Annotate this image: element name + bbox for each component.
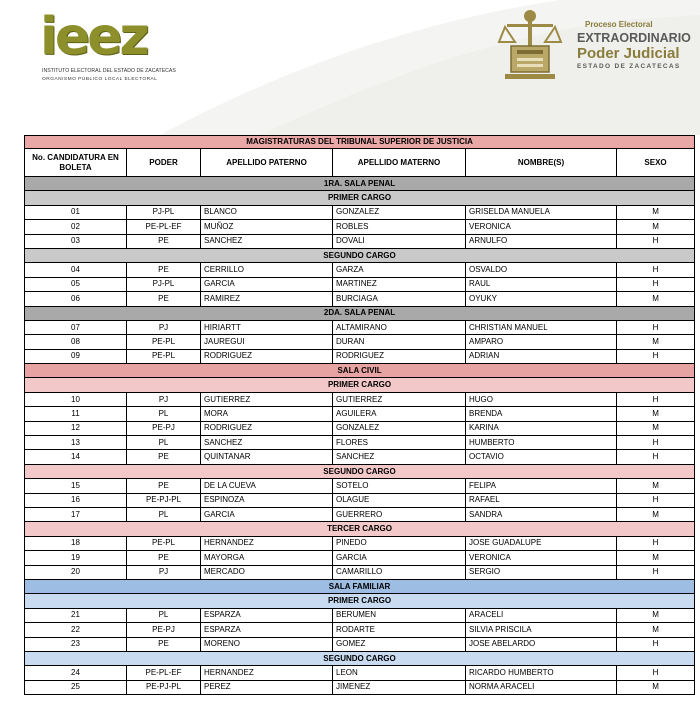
- cell-apellido-paterno: MAYORGA: [201, 551, 333, 565]
- cell-number: 24: [25, 666, 127, 680]
- table-row: [25, 450, 695, 464]
- cell-apellido-materno: GOMEZ: [333, 637, 466, 651]
- cell-nombres: JOSE GUADALUPE: [466, 536, 617, 550]
- ieez-logo: [36, 6, 176, 88]
- cell-apellido-paterno: SANCHEZ: [201, 436, 333, 450]
- cell-poder: PJ-PL: [127, 205, 201, 219]
- cell-apellido-paterno: RODRIGUEZ: [201, 349, 333, 363]
- cell-sexo: M: [617, 507, 695, 521]
- cell-number: 15: [25, 479, 127, 493]
- cell-poder: PE-PJ: [127, 623, 201, 637]
- cell-apellido-materno: RODARTE: [333, 623, 466, 637]
- cell-number: 10: [25, 392, 127, 406]
- cell-apellido-paterno: HERNANDEZ: [201, 666, 333, 680]
- cell-number: 25: [25, 680, 127, 694]
- subsection-title: SEGUNDO CARGO: [25, 464, 695, 478]
- cell-nombres: RAUL: [466, 277, 617, 291]
- cell-apellido-paterno: GARCIA: [201, 507, 333, 521]
- cell-poder: PE: [127, 479, 201, 493]
- cell-apellido-materno: DURAN: [333, 335, 466, 349]
- cell-number: 12: [25, 421, 127, 435]
- cell-number: 03: [25, 234, 127, 248]
- section-header-row: [25, 177, 695, 191]
- table-row: [25, 666, 695, 680]
- cell-nombres: BRENDA: [466, 407, 617, 421]
- cell-apellido-materno: GARZA: [333, 263, 466, 277]
- table-row: [25, 479, 695, 493]
- cell-apellido-materno: LEON: [333, 666, 466, 680]
- cell-poder: PE: [127, 292, 201, 306]
- subsection-title: TERCER CARGO: [25, 522, 695, 536]
- cell-nombres: HUMBERTO: [466, 436, 617, 450]
- cell-nombres: ADRIAN: [466, 349, 617, 363]
- cell-poder: PL: [127, 436, 201, 450]
- table-row: [25, 407, 695, 421]
- cell-apellido-materno: JIMENEZ: [333, 680, 466, 694]
- section-header-row: [25, 579, 695, 593]
- cell-sexo: M: [617, 680, 695, 694]
- cell-number: 18: [25, 536, 127, 550]
- cell-apellido-materno: GUERRERO: [333, 507, 466, 521]
- cell-nombres: RAFAEL: [466, 493, 617, 507]
- cell-nombres: OYUKY: [466, 292, 617, 306]
- subsection-header-row: [25, 651, 695, 665]
- section-header-row: [25, 306, 695, 320]
- table-row: [25, 493, 695, 507]
- cell-apellido-materno: GUTIERREZ: [333, 392, 466, 406]
- subsection-header-row: [25, 522, 695, 536]
- cell-apellido-materno: AGUILERA: [333, 407, 466, 421]
- cell-poder: PL: [127, 507, 201, 521]
- cell-poder: PL: [127, 608, 201, 622]
- cell-number: 16: [25, 493, 127, 507]
- cell-nombres: ARNULFO: [466, 234, 617, 248]
- cell-apellido-materno: MARTINEZ: [333, 277, 466, 291]
- cell-number: 22: [25, 623, 127, 637]
- cell-nombres: GRISELDA MANUELA: [466, 205, 617, 219]
- table-row: [25, 234, 695, 248]
- cell-apellido-materno: FLORES: [333, 436, 466, 450]
- cell-nombres: NORMA ARACELI: [466, 680, 617, 694]
- cell-nombres: CHRISTIAN MANUEL: [466, 320, 617, 334]
- cell-apellido-paterno: SANCHEZ: [201, 234, 333, 248]
- cell-apellido-paterno: ESPARZA: [201, 623, 333, 637]
- right-logo-line1: Proceso Electoral: [585, 20, 653, 29]
- subsection-header-row: [25, 464, 695, 478]
- cell-poder: PE-PL: [127, 536, 201, 550]
- cell-sexo: M: [617, 479, 695, 493]
- ieez-logo-line2: ORGANISMO PÚBLICO LOCAL ELECTORAL: [42, 77, 158, 82]
- cell-apellido-paterno: MORENO: [201, 637, 333, 651]
- cell-apellido-materno: ROBLES: [333, 220, 466, 234]
- cell-poder: PE-PJ-PL: [127, 493, 201, 507]
- table-row: [25, 608, 695, 622]
- cell-apellido-materno: RODRIGUEZ: [333, 349, 466, 363]
- cell-apellido-paterno: ESPINOZA: [201, 493, 333, 507]
- cell-poder: PE: [127, 551, 201, 565]
- cell-poder: PE-PJ: [127, 421, 201, 435]
- candidates-table: [24, 135, 695, 695]
- cell-sexo: M: [617, 205, 695, 219]
- cell-number: 13: [25, 436, 127, 450]
- right-logo-line3: Poder Judicial: [577, 45, 680, 62]
- subsection-header-row: [25, 594, 695, 608]
- cell-nombres: FELIPA: [466, 479, 617, 493]
- cell-number: 01: [25, 205, 127, 219]
- column-header-number: No. CANDIDATURA EN BOLETA: [25, 149, 127, 177]
- cell-nombres: SILVIA PRISCILA: [466, 623, 617, 637]
- cell-nombres: OCTAVIO: [466, 450, 617, 464]
- table-row: [25, 637, 695, 651]
- cell-apellido-paterno: CERRILLO: [201, 263, 333, 277]
- table-row: [25, 277, 695, 291]
- table-row: [25, 220, 695, 234]
- cell-nombres: VERONICA: [466, 551, 617, 565]
- justice-ballot-seal-icon: [497, 6, 563, 82]
- cell-apellido-paterno: RAMIREZ: [201, 292, 333, 306]
- cell-apellido-paterno: DE LA CUEVA: [201, 479, 333, 493]
- cell-number: 09: [25, 349, 127, 363]
- table-row: [25, 551, 695, 565]
- proceso-electoral-logo: [497, 6, 691, 84]
- cell-apellido-paterno: GARCIA: [201, 277, 333, 291]
- cell-sexo: H: [617, 450, 695, 464]
- table-row: [25, 436, 695, 450]
- cell-sexo: H: [617, 493, 695, 507]
- cell-poder: PE: [127, 637, 201, 651]
- table-row: [25, 349, 695, 363]
- cell-sexo: M: [617, 292, 695, 306]
- cell-sexo: H: [617, 536, 695, 550]
- cell-sexo: H: [617, 666, 695, 680]
- cell-sexo: M: [617, 421, 695, 435]
- ieez-logo-letters: ieez: [40, 7, 147, 67]
- section-header-row: [25, 364, 695, 378]
- subsection-title: SEGUNDO CARGO: [25, 651, 695, 665]
- cell-sexo: H: [617, 637, 695, 651]
- column-header-poder: PODER: [127, 149, 201, 177]
- cell-sexo: M: [617, 407, 695, 421]
- cell-sexo: H: [617, 263, 695, 277]
- subsection-title: PRIMER CARGO: [25, 594, 695, 608]
- subsection-title: PRIMER CARGO: [25, 191, 695, 205]
- cell-nombres: HUGO: [466, 392, 617, 406]
- section-title: SALA CIVIL: [25, 364, 695, 378]
- cell-apellido-materno: GONZALEZ: [333, 205, 466, 219]
- column-header-apellido-paterno: APELLIDO PATERNO: [201, 149, 333, 177]
- cell-nombres: VERONICA: [466, 220, 617, 234]
- table-row: [25, 421, 695, 435]
- right-logo-line2: EXTRAORDINARIO: [577, 31, 691, 45]
- cell-number: 21: [25, 608, 127, 622]
- cell-poder: PE: [127, 234, 201, 248]
- right-logo-line4: ESTADO DE ZACATECAS: [577, 63, 681, 70]
- cell-poder: PL: [127, 407, 201, 421]
- cell-apellido-paterno: MERCADO: [201, 565, 333, 579]
- table-row: [25, 565, 695, 579]
- section-title: 2DA. SALA PENAL: [25, 306, 695, 320]
- cell-apellido-paterno: MORA: [201, 407, 333, 421]
- cell-nombres: SERGIO: [466, 565, 617, 579]
- cell-number: 02: [25, 220, 127, 234]
- cell-apellido-materno: ALTAMIRANO: [333, 320, 466, 334]
- cell-number: 08: [25, 335, 127, 349]
- cell-sexo: M: [617, 335, 695, 349]
- cell-nombres: SANDRA: [466, 507, 617, 521]
- cell-apellido-paterno: JAUREGUI: [201, 335, 333, 349]
- cell-sexo: M: [617, 220, 695, 234]
- ieez-logo-line1: INSTITUTO ELECTORAL DEL ESTADO DE ZACATECAS: [42, 68, 176, 74]
- cell-apellido-paterno: HERNANDEZ: [201, 536, 333, 550]
- cell-poder: PE: [127, 263, 201, 277]
- cell-sexo: M: [617, 623, 695, 637]
- cell-nombres: JOSE ABELARDO: [466, 637, 617, 651]
- cell-number: 05: [25, 277, 127, 291]
- cell-poder: PJ: [127, 565, 201, 579]
- table-row: [25, 680, 695, 694]
- cell-poder: PJ: [127, 320, 201, 334]
- cell-sexo: H: [617, 565, 695, 579]
- table-row: [25, 205, 695, 219]
- cell-apellido-materno: DOVALI: [333, 234, 466, 248]
- table-row: [25, 292, 695, 306]
- cell-apellido-paterno: ESPARZA: [201, 608, 333, 622]
- cell-number: 23: [25, 637, 127, 651]
- cell-sexo: M: [617, 608, 695, 622]
- cell-poder: PE-PL: [127, 349, 201, 363]
- cell-apellido-materno: BURCIAGA: [333, 292, 466, 306]
- cell-poder: PE: [127, 450, 201, 464]
- cell-apellido-materno: OLAGUE: [333, 493, 466, 507]
- cell-sexo: H: [617, 436, 695, 450]
- subsection-title: SEGUNDO CARGO: [25, 248, 695, 262]
- section-title: 1RA. SALA PENAL: [25, 177, 695, 191]
- cell-apellido-materno: SANCHEZ: [333, 450, 466, 464]
- cell-number: 07: [25, 320, 127, 334]
- cell-number: 20: [25, 565, 127, 579]
- cell-number: 04: [25, 263, 127, 277]
- cell-apellido-paterno: HIRIARTT: [201, 320, 333, 334]
- table-row: [25, 263, 695, 277]
- cell-apellido-paterno: BLANCO: [201, 205, 333, 219]
- cell-number: 17: [25, 507, 127, 521]
- table-row: [25, 507, 695, 521]
- cell-poder: PE-PL-EF: [127, 220, 201, 234]
- subsection-header-row: [25, 248, 695, 262]
- cell-sexo: H: [617, 320, 695, 334]
- subsection-title: PRIMER CARGO: [25, 378, 695, 392]
- cell-apellido-materno: GARCIA: [333, 551, 466, 565]
- cell-apellido-paterno: MUÑOZ: [201, 220, 333, 234]
- cell-nombres: KARINA: [466, 421, 617, 435]
- cell-number: 06: [25, 292, 127, 306]
- cell-number: 19: [25, 551, 127, 565]
- cell-nombres: RICARDO HUMBERTO: [466, 666, 617, 680]
- subsection-header-row: [25, 378, 695, 392]
- column-header-sexo: SEXO: [617, 149, 695, 177]
- cell-sexo: H: [617, 349, 695, 363]
- cell-poder: PE-PL: [127, 335, 201, 349]
- cell-apellido-paterno: GUTIERREZ: [201, 392, 333, 406]
- table-row: [25, 335, 695, 349]
- table-row: [25, 392, 695, 406]
- cell-nombres: AMPARO: [466, 335, 617, 349]
- cell-nombres: OSVALDO: [466, 263, 617, 277]
- column-header-nombres: NOMBRE(S): [466, 149, 617, 177]
- cell-apellido-paterno: RODRIGUEZ: [201, 421, 333, 435]
- column-header-apellido-materno: APELLIDO MATERNO: [333, 149, 466, 177]
- cell-number: 11: [25, 407, 127, 421]
- cell-poder: PE-PL-EF: [127, 666, 201, 680]
- table-body: [25, 177, 695, 695]
- table-row: [25, 623, 695, 637]
- cell-apellido-materno: GONZALEZ: [333, 421, 466, 435]
- subsection-header-row: [25, 191, 695, 205]
- cell-poder: PJ-PL: [127, 277, 201, 291]
- cell-nombres: ARACELI: [466, 608, 617, 622]
- cell-poder: PE-PJ-PL: [127, 680, 201, 694]
- table-row: [25, 320, 695, 334]
- cell-apellido-paterno: PEREZ: [201, 680, 333, 694]
- table-row: [25, 536, 695, 550]
- cell-poder: PJ: [127, 392, 201, 406]
- cell-sexo: M: [617, 551, 695, 565]
- cell-sexo: H: [617, 277, 695, 291]
- cell-sexo: H: [617, 392, 695, 406]
- cell-number: 14: [25, 450, 127, 464]
- cell-sexo: H: [617, 234, 695, 248]
- cell-apellido-materno: SOTELO: [333, 479, 466, 493]
- cell-apellido-materno: CAMARILLO: [333, 565, 466, 579]
- section-title: SALA FAMILIAR: [25, 579, 695, 593]
- cell-apellido-paterno: QUINTANAR: [201, 450, 333, 464]
- cell-apellido-materno: PINEDO: [333, 536, 466, 550]
- cell-apellido-materno: BERUMEN: [333, 608, 466, 622]
- table-title: MAGISTRATURAS DEL TRIBUNAL SUPERIOR DE JUSTICIA: [25, 136, 695, 149]
